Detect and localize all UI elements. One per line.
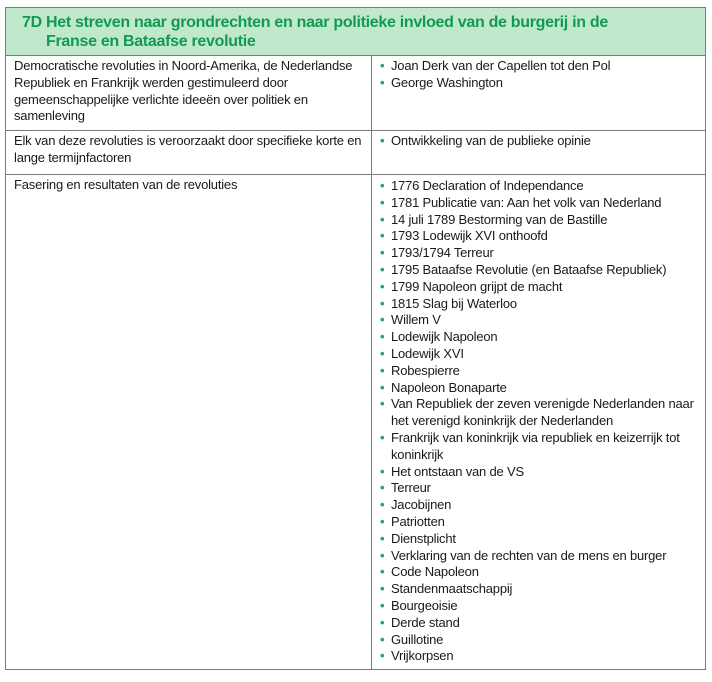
list-item-text: 1776 Declaration of Independance (391, 178, 584, 193)
list-item (380, 648, 701, 665)
list-item-text: Lodewijk Napoleon (391, 329, 498, 345)
list-item (380, 581, 701, 598)
bullet-icon: • (380, 547, 385, 563)
list-item (380, 75, 701, 92)
bullet-icon: • (380, 564, 385, 580)
list-item (380, 380, 701, 397)
list-item (380, 329, 701, 346)
bullet-icon: • (380, 631, 385, 647)
list-item (380, 464, 701, 481)
content-table-frame (5, 7, 706, 670)
list-item-text: 1781 Publicatie van: Aan het volk van Nederland (391, 194, 662, 210)
bullet-icon: • (380, 178, 385, 193)
bullet-icon: • (380, 261, 385, 277)
bullet-icon: • (380, 228, 385, 244)
list-item-text: Vrijkorpsen (391, 648, 454, 664)
list-item-text: Willem V (391, 312, 441, 328)
list-item (380, 178, 701, 195)
list-item (380, 615, 701, 632)
bullet-icon: • (380, 278, 385, 294)
bullet-icon: • (380, 312, 385, 328)
list-item-text: Guillotine (391, 631, 444, 647)
list-item-text: 1793/1794 Terreur (391, 245, 494, 261)
section-header (6, 8, 705, 56)
list-item-text: Napoleon Bonaparte (391, 379, 507, 395)
list-item-text: Frankrijk van koninkrijk via republiek en keizerrijk tot koninkrijk (391, 429, 680, 462)
bullet-icon: • (380, 211, 385, 227)
topic-cell: Democratische revoluties in Noord-Amerika, de Nederlandse Republiek en Frankrijk werden gestimuleerd door gemeenschappelijke verlichte ideeën over politiek en samenleving (6, 56, 372, 131)
bullet-icon: • (380, 379, 385, 395)
list-item-text: Verklaring van de rechten van de mens en burger (391, 547, 667, 563)
table-row (6, 56, 705, 131)
bullet-icon: • (380, 396, 385, 412)
examples-cell (372, 175, 706, 670)
list-item-text: Ontwikkeling van de publieke opinie (391, 133, 591, 148)
list-item (380, 598, 701, 615)
bullet-icon: • (380, 329, 385, 345)
bullet-icon: • (380, 530, 385, 546)
list-item-text: Robespierre (391, 362, 460, 378)
topic-cell: Elk van deze revoluties is veroorzaakt door specifieke korte en lange termijnfactoren (6, 131, 372, 175)
examples-cell (372, 56, 706, 131)
list-item-text: Terreur (391, 480, 431, 496)
section-title-line-2: Franse en Bataafse revolutie (46, 33, 256, 50)
list-item (380, 296, 701, 313)
list-item (380, 497, 701, 514)
list-item-text: Dienstplicht (391, 530, 456, 546)
list-item-text: Standenmaatschappij (391, 581, 513, 597)
list-item-text: 14 juli 1789 Bestorming van de Bastille (391, 211, 608, 227)
list-item (380, 632, 701, 649)
bullet-icon: • (380, 362, 385, 378)
section-title (22, 13, 705, 51)
bullet-list (380, 133, 701, 150)
list-item (380, 279, 701, 296)
bullet-icon: • (380, 513, 385, 529)
list-item-text: Derde stand (391, 614, 460, 630)
list-item (380, 363, 701, 380)
list-item-text: Van Republiek der zeven verenigde Nederlanden naar het verenigd koninkrijk der Nederlanden (391, 396, 694, 429)
topics-table (6, 56, 705, 669)
topic-cell: Fasering en resultaten van de revoluties (6, 175, 372, 670)
list-item-text: 1795 Bataafse Revolutie (en Bataafse Republiek) (391, 261, 667, 277)
bullet-icon: • (380, 497, 385, 513)
examples-cell (372, 131, 706, 175)
list-item (380, 346, 701, 363)
bullet-icon: • (380, 614, 385, 630)
list-item-text: George Washington (391, 74, 503, 90)
list-item (380, 564, 701, 581)
bullet-list (380, 178, 701, 665)
bullet-icon: • (380, 194, 385, 210)
bullet-icon: • (380, 597, 385, 613)
list-item (380, 228, 701, 245)
list-item (380, 396, 701, 430)
bullet-icon: • (380, 345, 385, 361)
bullet-icon: • (380, 648, 385, 664)
list-item-text: 1815 Slag bij Waterloo (391, 295, 517, 311)
list-item (380, 262, 701, 279)
list-item (380, 212, 701, 229)
list-item (380, 531, 701, 548)
list-item (380, 430, 701, 464)
bullet-icon: • (380, 74, 385, 90)
bullet-icon: • (380, 245, 385, 261)
list-item (380, 548, 701, 565)
list-item (380, 195, 701, 212)
bullet-icon: • (380, 480, 385, 496)
list-item (380, 480, 701, 497)
list-item (380, 133, 701, 150)
list-item-text: Bourgeoisie (391, 597, 458, 613)
bullet-icon: • (380, 429, 385, 445)
bullet-icon: • (380, 463, 385, 479)
bullet-icon: • (380, 581, 385, 597)
list-item-text: 1793 Lodewijk XVI onthoofd (391, 228, 548, 244)
list-item-text: Code Napoleon (391, 564, 479, 580)
list-item (380, 245, 701, 262)
list-item-text: Joan Derk van der Capellen tot den Pol (391, 58, 611, 73)
list-item-text: Patriotten (391, 513, 445, 529)
table-row (6, 131, 705, 175)
list-item (380, 58, 701, 75)
list-item (380, 514, 701, 531)
bullet-icon: • (380, 133, 385, 148)
bullet-icon: • (380, 295, 385, 311)
list-item-text: Het ontstaan van de VS (391, 463, 524, 479)
section-title-line-1: 7D Het streven naar grondrechten en naar politieke invloed van de burgerij in de (22, 14, 608, 31)
table-row (6, 175, 705, 670)
list-item (380, 312, 701, 329)
bullet-icon: • (380, 58, 385, 73)
list-item-text: Lodewijk XVI (391, 345, 464, 361)
bullet-list (380, 58, 701, 92)
list-item-text: 1799 Napoleon grijpt de macht (391, 278, 563, 294)
list-item-text: Jacobijnen (391, 497, 452, 513)
